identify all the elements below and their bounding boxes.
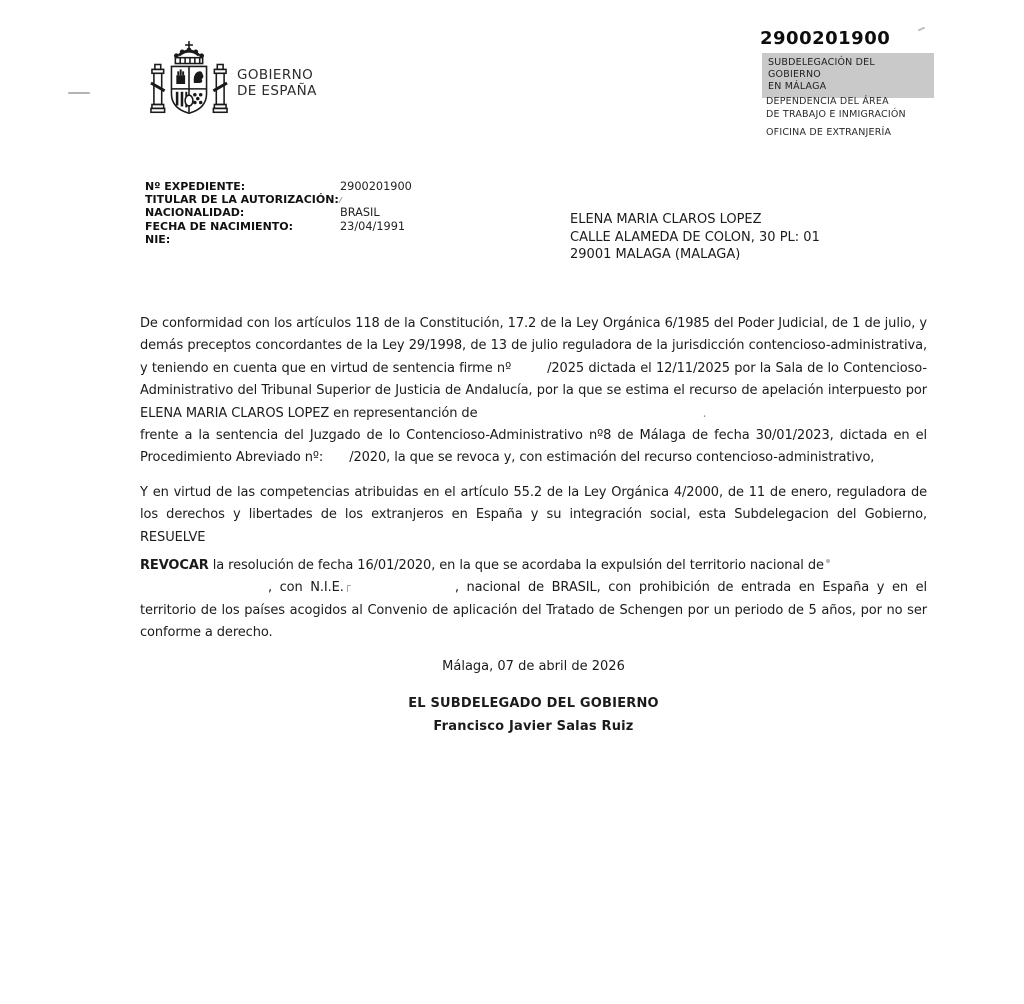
place-and-date: Málaga, 07 de abril de 2026 bbox=[442, 658, 625, 674]
department-name bbox=[766, 96, 906, 121]
gov-line2: DE ESPAÑA bbox=[237, 83, 317, 99]
case-value: BRASIL bbox=[340, 206, 380, 220]
case-label: FECHA DE NACIMIENTO: bbox=[145, 219, 294, 233]
scan-artifact bbox=[826, 559, 830, 563]
p1a-text: De conformidad con los artículos 118 de la Constitución, 17.2 de la Ley Orgánica 6/1985 del Poder Judicial, de 1 de julio, y demás preceptos concordantes de la Ley 29/1998, de 13 de julio reguladora de la jurisdicción contencioso-administrativa, y teniendo en cuenta que en virtud de sentencia firme nº bbox=[140, 316, 927, 376]
case-label: NACIONALIDAD: bbox=[145, 206, 245, 220]
p3a-text: la resolución de fecha 16/01/2020, en la que se acordaba la expulsión del territorio nacional de bbox=[208, 558, 824, 574]
case-info-block bbox=[145, 180, 412, 246]
case-label: TITULAR DE LA AUTORIZACIÓN: bbox=[145, 193, 339, 207]
scan-artifact bbox=[68, 92, 90, 94]
recipient-city: 29001 MALAGA (MALAGA) bbox=[570, 247, 741, 262]
signature-title: EL SUBDELEGADO DEL GOBIERNO bbox=[408, 696, 659, 712]
revocar-keyword: REVOCAR bbox=[140, 558, 209, 574]
case-row-nie bbox=[145, 233, 412, 246]
spain-coat-of-arms-icon bbox=[150, 40, 228, 128]
case-value: 23/04/1991 bbox=[340, 219, 406, 233]
case-row-fecha-nacimiento bbox=[145, 220, 412, 233]
p1b-text: frente a la sentencia del Juzgado de lo Contencioso-Administrativo nº8 de Málaga de fecha 30/01/2023, dictada en el Procedimiento Abreviado nº: bbox=[140, 428, 927, 466]
case-value bbox=[340, 193, 346, 206]
case-value: 2900201900 bbox=[340, 180, 412, 193]
p3b-nie-label: , con N.I.E. bbox=[268, 580, 344, 596]
scan-artifact bbox=[918, 27, 925, 32]
department-line1: DEPENDENCIA DEL ÁREA bbox=[766, 96, 889, 107]
recipient-address-block bbox=[570, 211, 820, 264]
gov-line1: GOBIERNO bbox=[237, 67, 314, 83]
paragraph-revocar-line2 bbox=[140, 577, 927, 644]
case-row-expediente bbox=[145, 180, 412, 193]
paragraph-revocar-line1 bbox=[140, 555, 927, 577]
recipient-name: ELENA MARIA CLAROS LOPEZ bbox=[570, 212, 762, 227]
office-name-box bbox=[762, 53, 934, 98]
p1b-after-gap: /2020, la que se revoca y, con estimación del recurso contencioso-administrativo, bbox=[349, 450, 875, 466]
recipient-street: CALLE ALAMEDA DE COLON, 30 PL: 01 bbox=[570, 229, 820, 245]
government-wordmark bbox=[237, 67, 317, 99]
document-body bbox=[140, 313, 927, 738]
office-name-line1: SUBDELEGACIÓN DEL GOBIERNO bbox=[768, 57, 875, 80]
case-row-nacionalidad bbox=[145, 206, 412, 219]
case-row-titular bbox=[145, 193, 412, 206]
paragraph-competencias bbox=[140, 482, 927, 549]
p2-text: Y en virtud de las competencias atribuidas en el artículo 55.2 de la Ley Orgánica 4/2000, de 11 de enero, reguladora de los derechos y libertades de los extranjeros en España y su integración social, esta Subdelegacion del Gobierno, RESUELVE bbox=[140, 484, 927, 545]
paragraph-sentence-reference bbox=[140, 425, 927, 470]
p1a-after-gap: /2025 dictada el 12/11/2025 por la Sala de lo Contencioso-Administrativo del Tribunal Superior de Justicia de Andalucía, por la que se estima el recurso de apelación interpuesto por ELENA MARIA CLAROS LOPEZ en representanción de bbox=[140, 360, 927, 421]
scan-artifact bbox=[338, 197, 347, 203]
case-label: Nº EXPEDIENTE: bbox=[145, 180, 246, 193]
office-unit-name: OFICINA DE EXTRANJERÍA bbox=[766, 127, 892, 138]
faint-period: . bbox=[702, 405, 707, 421]
signature-name: Francisco Javier Salas Ruiz bbox=[433, 718, 634, 734]
expediente-number-header: 2900201900 bbox=[760, 28, 891, 49]
paragraph-legal-basis bbox=[140, 313, 927, 425]
case-label: NIE: bbox=[145, 232, 171, 246]
office-name-line2: EN MÁLAGA bbox=[768, 81, 827, 92]
scan-artifact bbox=[347, 585, 351, 592]
p3b-text: , nacional de BRASIL, con prohibición de entrada en España y en el territorio de los países acogidos al Convenio de aplicación del Tratado de Schengen por un periodo de 5 años, por no ser conforme a derecho. bbox=[140, 580, 927, 641]
department-line2: DE TRABAJO E INMIGRACIÓN bbox=[766, 108, 906, 120]
